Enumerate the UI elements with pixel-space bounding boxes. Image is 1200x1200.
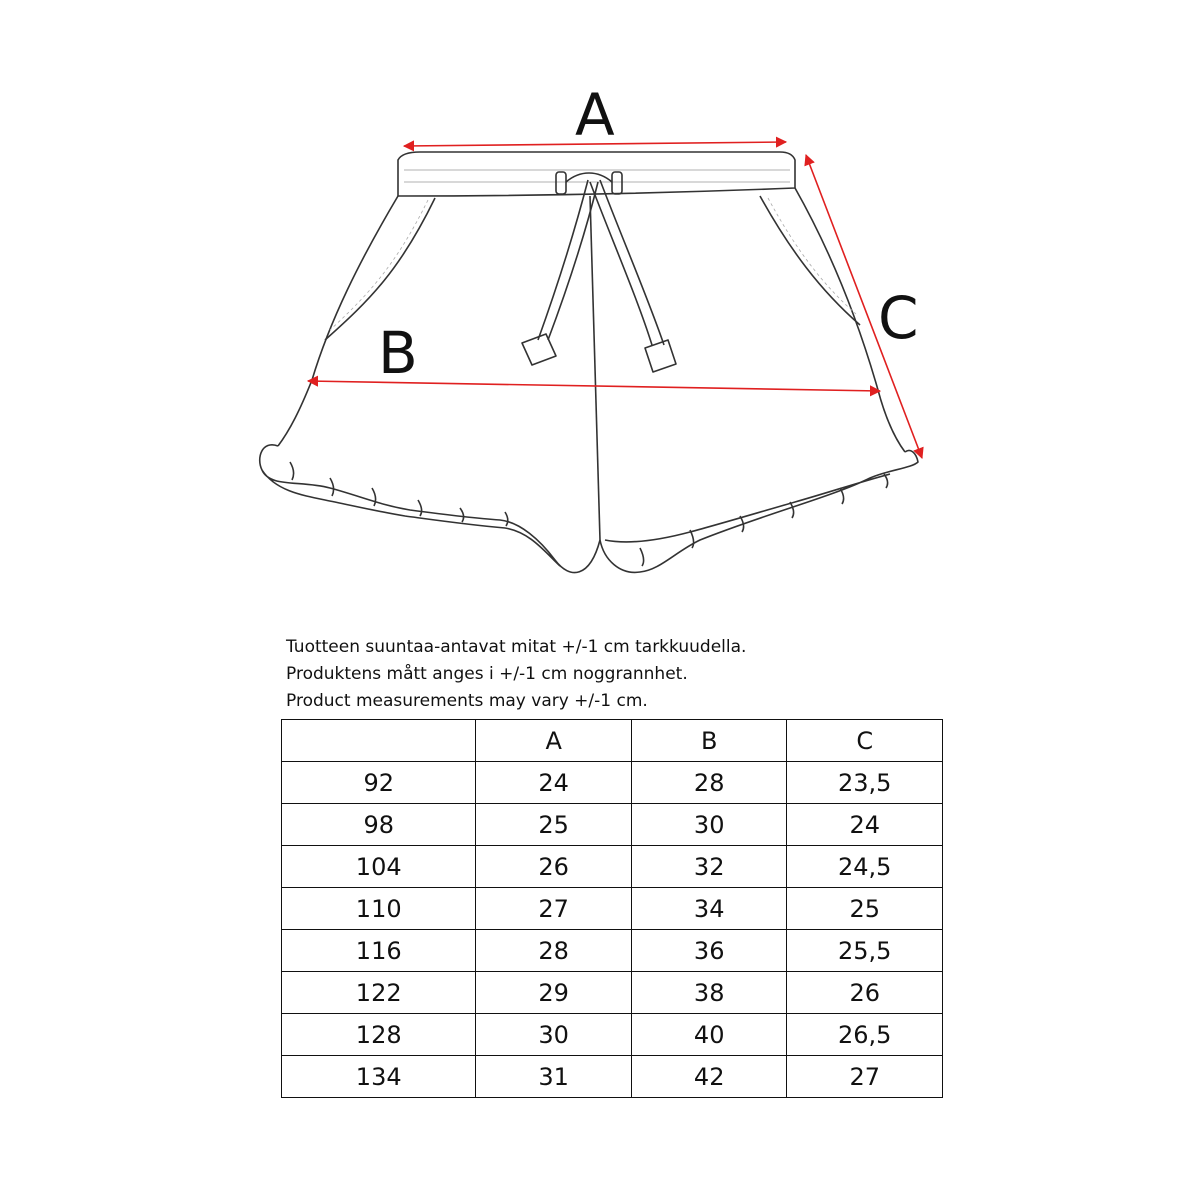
note-swedish: Produktens mått anges i +/-1 cm noggrannhet. <box>286 664 688 684</box>
cell-c: 23,5 <box>787 762 943 804</box>
shorts-outline <box>260 152 918 573</box>
header-c: C <box>787 720 943 762</box>
drawstring-eyelet-right <box>612 172 622 194</box>
cell-b: 32 <box>631 846 787 888</box>
drawstring-right-cord <box>590 180 664 345</box>
left-ruffle <box>260 445 600 573</box>
header-a: A <box>476 720 632 762</box>
cell-c: 27 <box>787 1056 943 1098</box>
label-a: A <box>575 81 615 149</box>
label-b: B <box>378 319 418 387</box>
cell-a: 31 <box>476 1056 632 1098</box>
header-b: B <box>631 720 787 762</box>
header-size <box>282 720 476 762</box>
cell-c: 24 <box>787 804 943 846</box>
table-row <box>282 762 943 804</box>
cell-b: 28 <box>631 762 787 804</box>
cell-c: 25,5 <box>787 930 943 972</box>
cell-a: 24 <box>476 762 632 804</box>
cell-size: 104 <box>282 846 476 888</box>
cell-size: 110 <box>282 888 476 930</box>
cell-b: 36 <box>631 930 787 972</box>
drawstring-left-cord <box>538 180 598 340</box>
label-c: C <box>878 284 919 352</box>
cell-c: 25 <box>787 888 943 930</box>
cell-a: 27 <box>476 888 632 930</box>
cell-size: 128 <box>282 1014 476 1056</box>
center-seam <box>590 196 600 540</box>
cord-tip-right <box>645 340 676 372</box>
cell-b: 40 <box>631 1014 787 1056</box>
cell-size: 116 <box>282 930 476 972</box>
note-finnish: Tuotteen suuntaa-antavat mitat +/-1 cm tarkkuudella. <box>286 637 747 657</box>
table-row <box>282 846 943 888</box>
table-row <box>282 1056 943 1098</box>
cell-a: 30 <box>476 1014 632 1056</box>
cell-a: 28 <box>476 930 632 972</box>
table-row <box>282 972 943 1014</box>
cell-a: 25 <box>476 804 632 846</box>
table-row <box>282 1014 943 1056</box>
cell-b: 38 <box>631 972 787 1014</box>
right-ruffle <box>600 450 918 572</box>
cell-a: 29 <box>476 972 632 1014</box>
note-english: Product measurements may vary +/-1 cm. <box>286 691 648 711</box>
cell-size: 134 <box>282 1056 476 1098</box>
cell-b: 30 <box>631 804 787 846</box>
table-header-row <box>282 720 943 762</box>
cell-size: 92 <box>282 762 476 804</box>
cell-c: 26 <box>787 972 943 1014</box>
cell-size: 122 <box>282 972 476 1014</box>
table-row <box>282 930 943 972</box>
cell-b: 42 <box>631 1056 787 1098</box>
cell-a: 26 <box>476 846 632 888</box>
cell-size: 98 <box>282 804 476 846</box>
cell-b: 34 <box>631 888 787 930</box>
dimension-arrows <box>308 142 922 458</box>
measurement-notes <box>286 634 746 715</box>
cell-c: 26,5 <box>787 1014 943 1056</box>
cell-c: 24,5 <box>787 846 943 888</box>
table-row <box>282 888 943 930</box>
drawstring-knot <box>566 173 612 182</box>
size-table <box>281 719 943 1098</box>
table-row <box>282 804 943 846</box>
drawstring-eyelet-left <box>556 172 566 194</box>
